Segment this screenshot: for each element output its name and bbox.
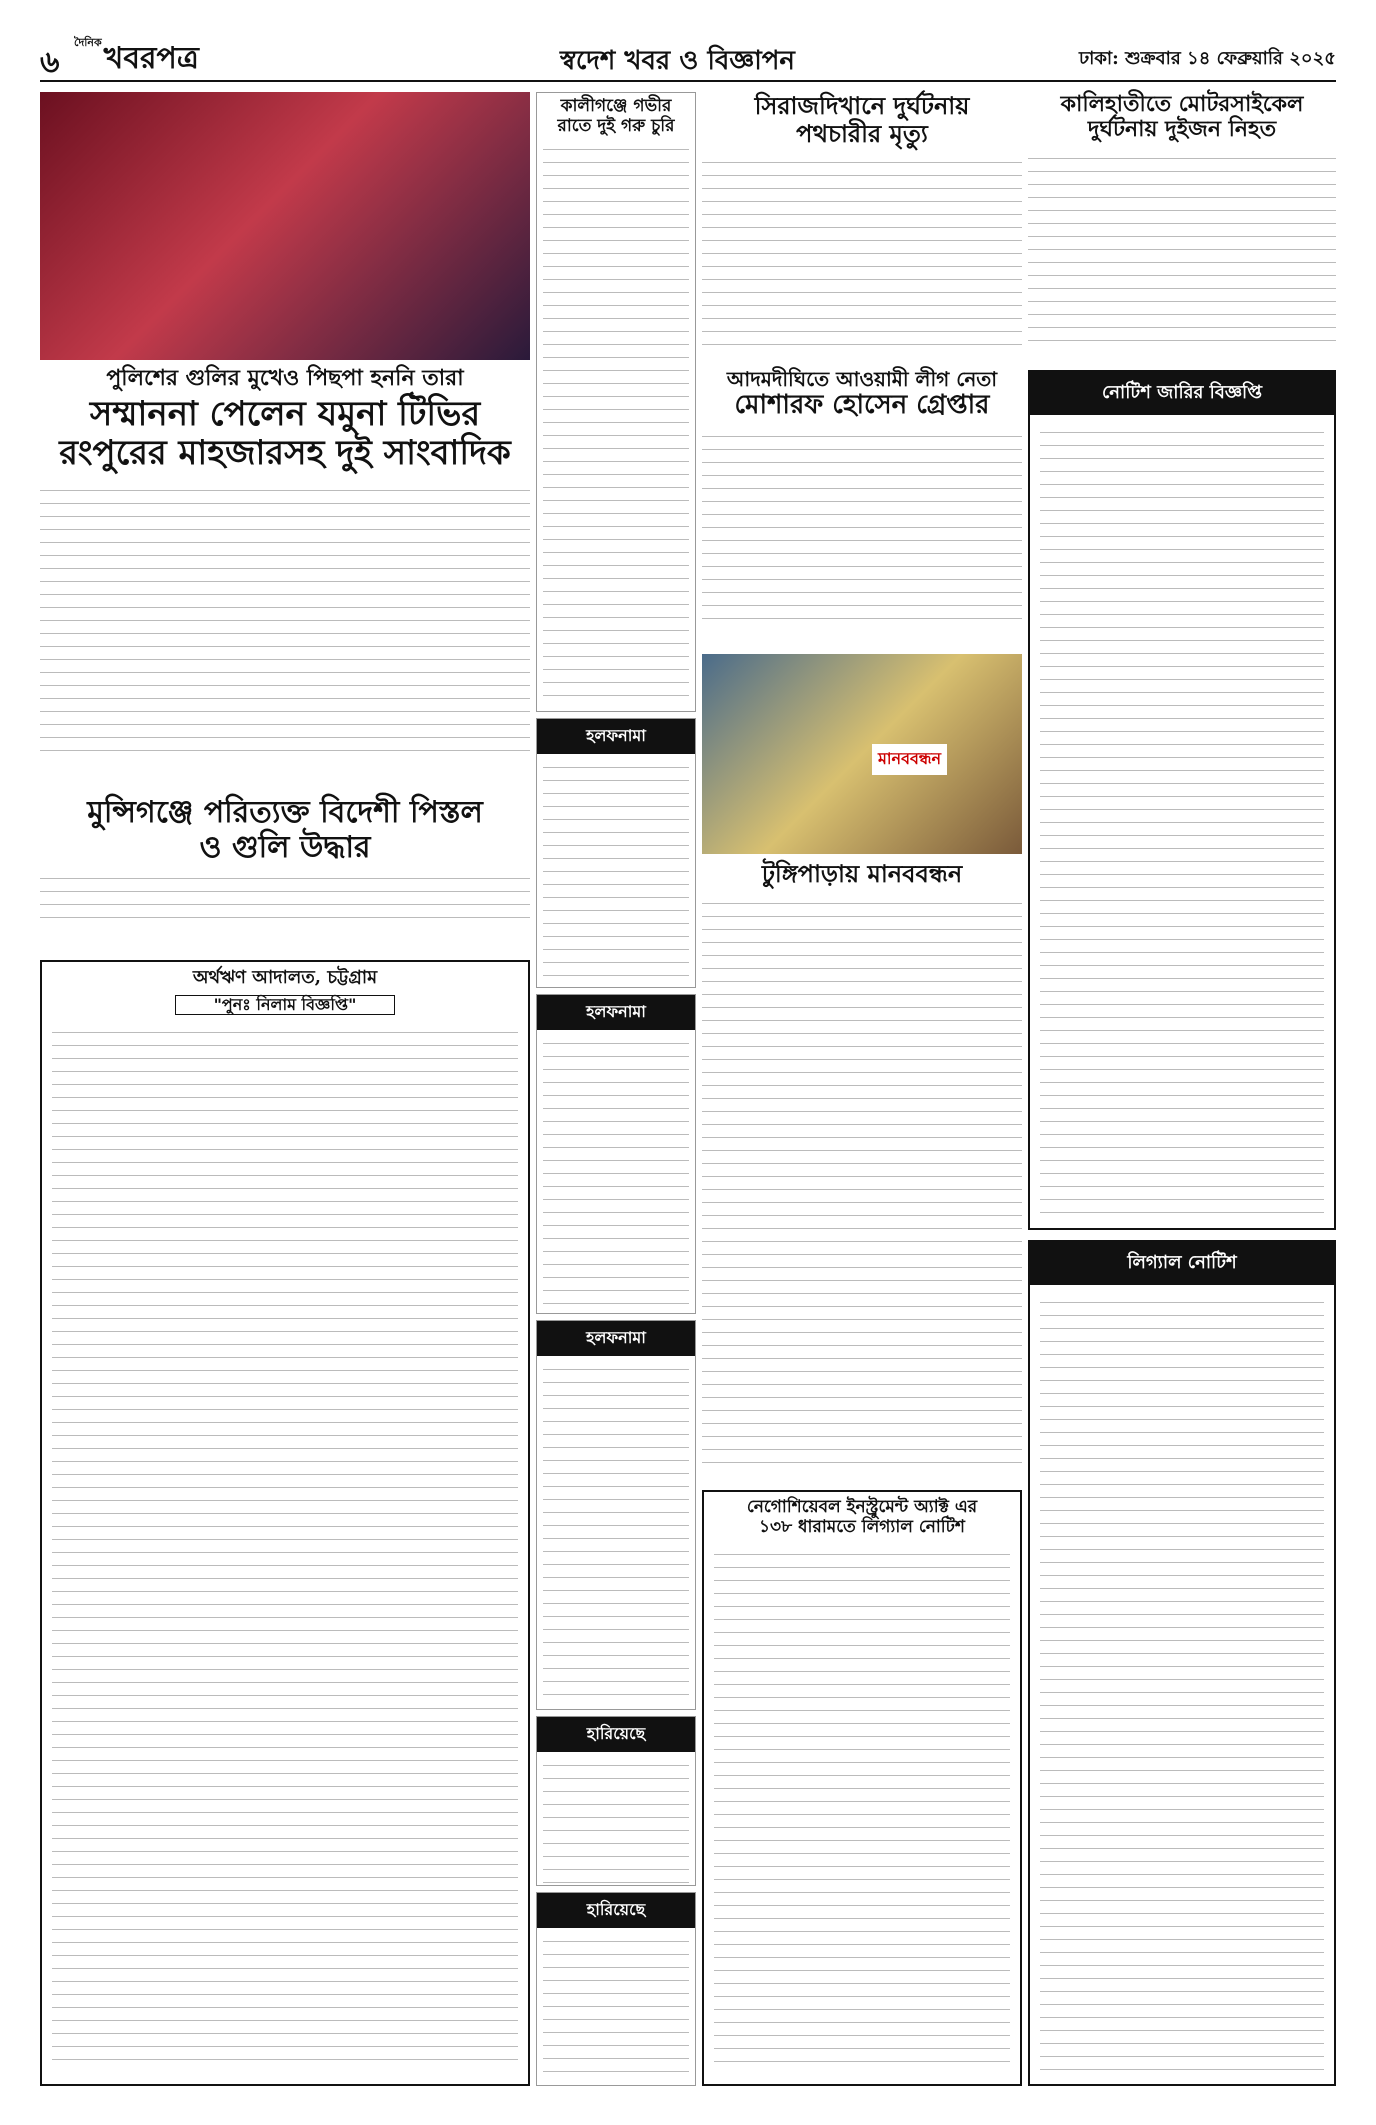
notice-body <box>543 1758 689 1883</box>
lost-title: হারিয়েছে <box>537 1717 695 1752</box>
negotiable-headline-2: ১৩৮ ধারামতে লিগ্যাল নোটিশ <box>759 1516 965 1537</box>
legal-title: লিগ্যাল নোটিশ <box>1030 1242 1334 1285</box>
article-body <box>702 429 1022 629</box>
affidavit-1 <box>536 718 696 988</box>
awami-headline-2: মোশারফ হোসেন গ্রেপ্তার <box>734 390 990 420</box>
article-body <box>702 896 1022 1466</box>
lost-notice-1 <box>536 1716 696 1886</box>
munshiganj-headline-2: ও গুলি উদ্ধার <box>199 829 371 865</box>
honor-article <box>40 362 530 792</box>
negotiable-headline-1: নেগোশিয়েবল ইনস্ট্রুমেন্ট অ্যাক্ট এর <box>746 1497 978 1517</box>
affidavit-title: হলফনামা <box>537 995 695 1030</box>
negotiable-notice <box>702 1490 1022 2086</box>
court-title: অর্থঋণ আদালত, চট্টগ্রাম <box>192 967 378 988</box>
auction-title: "পুনঃ নিলাম বিজ্ঞপ্তি" <box>175 995 395 1015</box>
awami-headline-1: আদমদীঘিতে আওয়ামী লীগ নেতা <box>726 367 998 391</box>
kalihati-headline-1: কালিহাতীতে মোটরসাইকেল <box>1060 91 1304 117</box>
notice-body <box>543 1934 689 2084</box>
auction-notice <box>40 960 530 2086</box>
kaliganj-headline-1: কালীগঞ্জে গভীর <box>560 96 672 116</box>
lost-title: হারিয়েছে <box>537 1893 695 1928</box>
awami-article <box>702 368 1022 648</box>
human-chain-photo <box>702 654 1022 854</box>
munshiganj-headline-1: মুন্সিগঞ্জে পরিত্যক্ত বিদেশী পিস্তল <box>87 795 483 830</box>
tungipara-article <box>702 860 1022 1480</box>
notice-body <box>714 1547 1010 2072</box>
notice-body <box>543 760 689 980</box>
banner-text: মানববন্ধন <box>872 744 947 775</box>
kaliganj-article <box>536 92 696 712</box>
honor-headline-1: সম্মাননা পেলেন যমুনা টিভির <box>89 394 481 435</box>
masthead <box>40 32 1336 82</box>
honor-headline-2: রংপুরের মাহজারসহ দুই সাংবাদিক <box>59 433 511 474</box>
affidavit-title: হলফনামা <box>537 719 695 754</box>
summons-title: নোটিশ জারির বিজ্ঞপ্তি <box>1030 372 1334 415</box>
legal-notice <box>1028 1240 1336 2086</box>
newspaper-logo: $^{দৈনিক}$খবরপত্র <box>74 36 199 76</box>
summons-notice <box>1028 370 1336 1230</box>
article-body <box>1028 151 1336 341</box>
sirajdikhan-headline-2: পথচারীর মৃত্যু <box>796 118 928 148</box>
article-body <box>40 483 530 753</box>
notice-body <box>543 1362 689 1702</box>
award-ceremony-photo <box>40 92 530 360</box>
kalihati-headline-2: দুর্ঘটনায় দুইজন নিহত <box>1087 116 1277 143</box>
notice-body <box>1040 425 1324 1215</box>
affidavit-title: হলফনামা <box>537 1321 695 1356</box>
issue-date: ঢাকা: শুক্রবার ১৪ ফেব্রুয়ারি ২০২৫ <box>1078 48 1336 69</box>
article-body <box>543 142 689 702</box>
affidavit-2 <box>536 994 696 1314</box>
notice-body <box>1040 1295 1324 2075</box>
munshiganj-article <box>40 796 530 946</box>
notice-body <box>52 1025 518 2065</box>
lost-notice-2 <box>536 1892 696 2086</box>
police-headline: পুলিশের গুলির মুখেও পিছপা হননি তারা <box>106 365 464 391</box>
kalihati-article <box>1028 92 1336 362</box>
notice-body <box>543 1036 689 1306</box>
article-body <box>40 871 530 921</box>
article-body <box>702 155 1022 345</box>
section-title: স্বদেশ খবর ও বিজ্ঞাপন <box>560 46 795 76</box>
kaliganj-headline-2: রাতে দুই গরু চুরি <box>557 115 675 136</box>
sirajdikhan-article <box>702 92 1022 362</box>
affidavit-3 <box>536 1320 696 1710</box>
sirajdikhan-headline-1: সিরাজদিখানে দুর্ঘটনায় <box>754 91 970 120</box>
page-number: ৬ <box>40 45 60 80</box>
tungipara-headline: টুঙ্গিপাড়ায় মানববন্ধন <box>761 859 963 888</box>
